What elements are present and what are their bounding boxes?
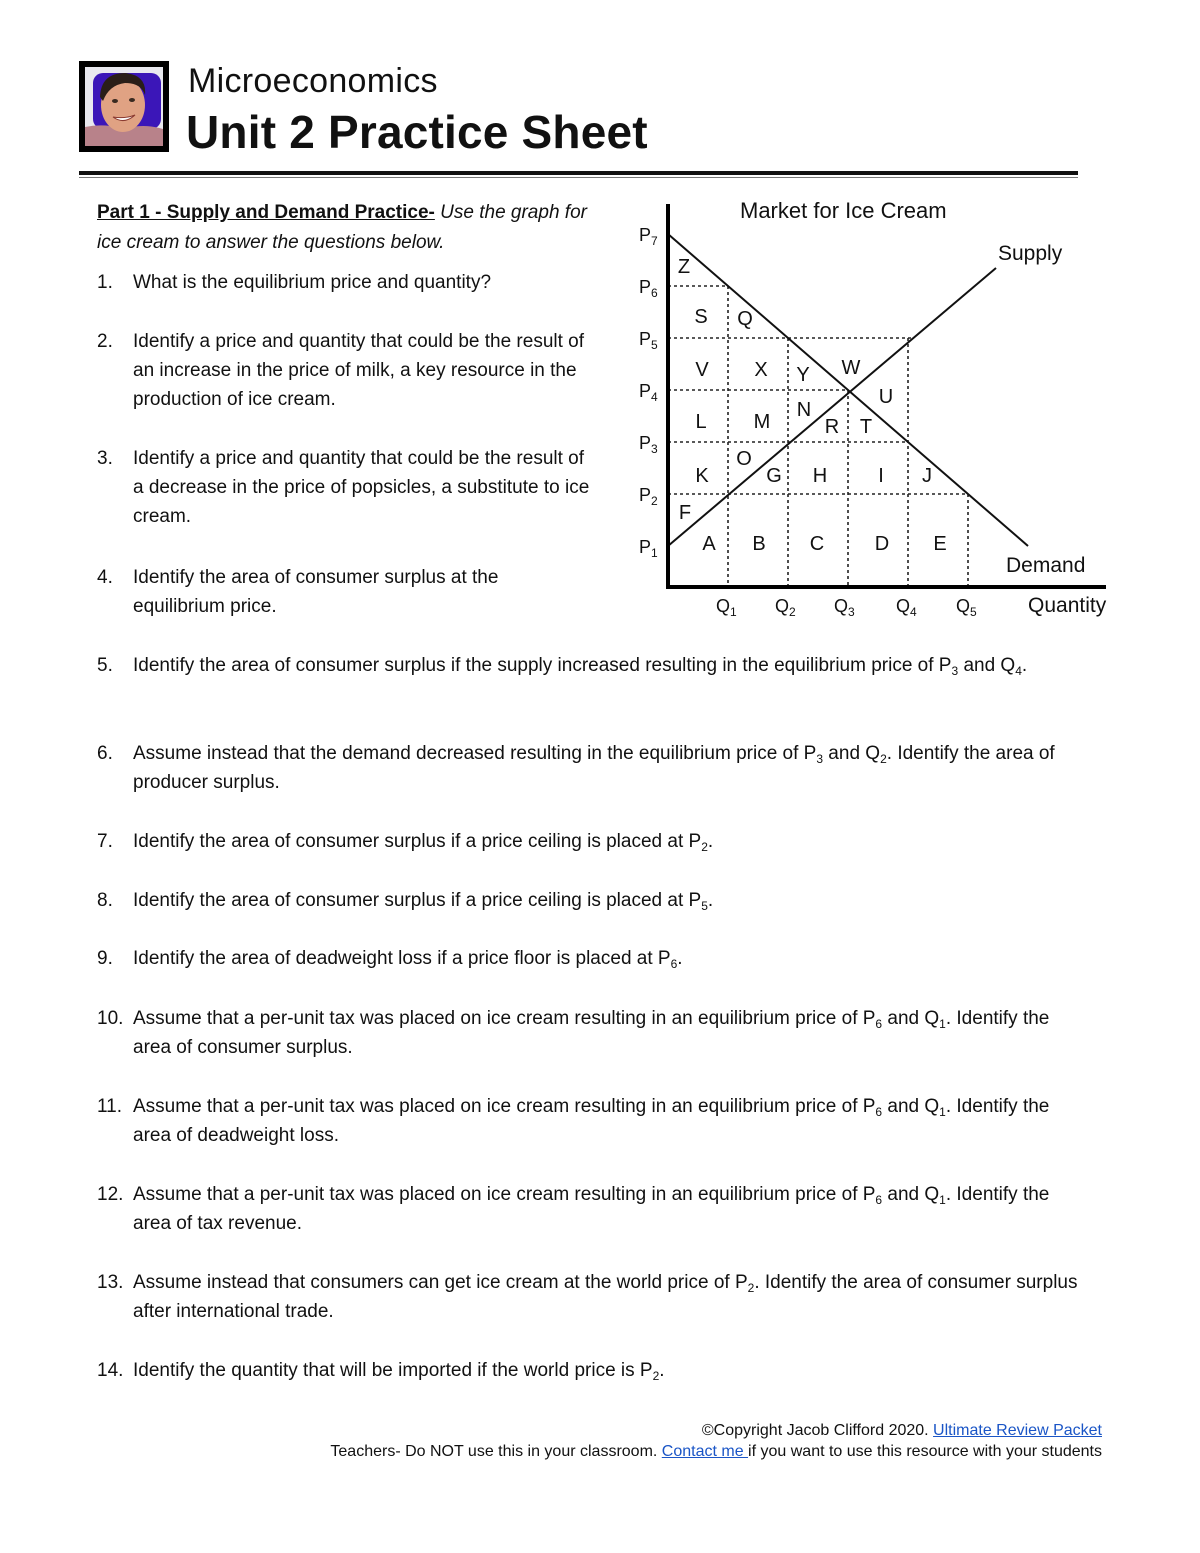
teacher-notice [330,1442,1102,1462]
x-axis-label: Quantity [1028,594,1107,617]
question-text: Assume that a per-unit tax was placed on ice cream resulting in an equilibrium price of $P_6$ and $Q_1$. Identify the area of tax revenue. [133,1184,1050,1234]
copyright-line [702,1421,1102,1441]
area-label-k: K [695,465,709,487]
author-portrait [79,61,169,152]
area-label-r: R [824,416,840,438]
question-number: 2. [97,331,113,352]
ultimate-review-packet-link[interactable]: Ultimate Review Packet [933,1422,1102,1439]
question-12 [97,1180,1087,1238]
question-text: Identify the area of consumer surplus at the equilibrium price. [133,567,499,617]
question-3 [97,444,597,531]
question-4 [97,563,577,621]
section-intro [97,198,597,258]
area-label-m: M [753,411,771,433]
area-label-g: G [766,465,782,487]
area-label-a: A [702,533,716,555]
y-tick-label: $P_1$ [639,537,658,560]
area-label-j: J [922,465,932,487]
area-label-s: S [694,306,708,328]
header-divider-thin [79,177,1078,178]
question-number: 10. [97,1008,124,1029]
question-1 [97,268,597,297]
area-label-x: X [754,359,768,381]
question-text: Identify the area of consumer surplus if a price ceiling is placed at $P_2$. [133,831,714,854]
area-label-z: Z [677,256,691,278]
area-label-l: L [695,411,707,433]
question-9 [97,944,1087,973]
question-number: 3. [97,448,113,469]
y-tick-label: $P_5$ [639,329,658,352]
area-label-d: D [874,533,890,555]
question-6 [97,739,1087,797]
question-number: 6. [97,743,113,764]
question-text: Identify the quantity that will be imported if the world price is $P_2$. [133,1360,665,1383]
area-label-o: O [736,448,752,470]
question-13 [97,1268,1087,1326]
question-number: 5. [97,655,113,676]
question-text: Assume that a per-unit tax was placed on ice cream resulting in an equilibrium price of $P_6$ and $Q_1$. Identify the area of deadweight loss. [133,1096,1050,1146]
question-text: Assume instead that consumers can get ice cream at the world price of $P_2$. Identify the area of consumer surplus after international trade. [133,1272,1078,1322]
y-tick-label: $P_4$ [639,381,658,404]
question-number: 14. [97,1360,124,1381]
supply-curve [668,268,996,546]
question-number: 11. [97,1096,123,1117]
area-label-q: Q [737,308,753,330]
chart-canvas [620,190,1140,630]
area-label-e: E [933,533,947,555]
question-5 [97,651,1087,680]
y-tick-label: $P_6$ [639,277,658,300]
question-14 [97,1356,1087,1385]
question-number: 12. [97,1184,124,1205]
x-tick-label: $Q_1$ [716,596,737,619]
teacher-notice-suffix: if you want to use this resource with your students [748,1443,1102,1460]
question-text: Identify the area of consumer surplus if a price ceiling is placed at $P_5$. [133,890,714,913]
section-heading: Part 1 - Supply and Demand Practice- [97,202,435,223]
chart-title: Market for Ice Cream [740,198,947,223]
question-10 [97,1004,1087,1062]
contact-me-link[interactable]: Contact me [661,1443,749,1460]
area-label-t: T [859,416,873,438]
area-label-v: V [695,359,709,381]
question-text: Assume that a per-unit tax was placed on ice cream resulting in an equilibrium price of $P_6$ and $Q_1$. Identify the area of consumer surplus. [133,1008,1050,1058]
question-number: 8. [97,890,113,911]
question-text: Identify the area of deadweight loss if a price floor is placed at $P_6$. [133,948,683,971]
question-number: 13. [97,1272,124,1293]
demand-label: Demand [1006,554,1086,577]
area-label-w: W [841,357,861,379]
header-divider [79,171,1078,175]
section-instruction: Use the graph for ice cream to answer the questions below. [97,202,587,253]
area-label-c: C [809,533,825,555]
question-text: Assume instead that the demand decreased resulting in the equilibrium price of $P_3$ and $Q_2$. Identify the area of producer surplus. [133,743,1055,793]
area-label-u: U [878,386,894,408]
area-label-f: F [678,502,692,524]
x-tick-label: $Q_4$ [896,596,917,619]
question-text: Identify a price and quantity that could be the result of an increase in the price of milk, a key resource in the production of ice cream. [133,331,585,410]
x-tick-label: $Q_2$ [775,596,796,619]
page-title: Unit 2 Practice Sheet [186,106,648,158]
area-label-h: H [812,465,828,487]
supply-demand-chart [620,190,1140,630]
x-tick-label: $Q_3$ [834,596,855,619]
question-text: What is the equilibrium price and quantity? [133,272,492,293]
question-text: Identify the area of consumer surplus if the supply increased resulting in the equilibrium price of $P_3$ and $Q_4$. [133,655,1028,678]
area-label-b: B [752,533,766,555]
area-label-y: Y [796,364,810,386]
question-8 [97,886,1087,915]
copyright-text: ©Copyright Jacob Clifford 2020. [701,1422,934,1439]
area-label-i: I [878,465,884,487]
y-tick-label: $P_2$ [639,485,658,508]
y-tick-label: $P_3$ [639,433,658,456]
question-number: 1. [97,272,113,293]
portrait-image-icon [85,67,163,146]
question-number: 7. [97,831,113,852]
teacher-notice-prefix: Teachers- Do NOT use this in your classroom. [330,1443,662,1460]
x-tick-label: $Q_5$ [956,596,977,619]
question-number: 9. [97,948,113,969]
course-subtitle: Microeconomics [188,62,438,100]
y-tick-label: $P_7$ [639,225,658,248]
question-2 [97,327,597,414]
supply-label: Supply [998,242,1063,265]
area-label-n: N [796,399,812,421]
question-text: Identify a price and quantity that could be the result of a decrease in the price of popsicles, a substitute to ice cream. [133,448,590,527]
question-11 [97,1092,1087,1150]
question-number: 4. [97,567,113,588]
question-7 [97,827,1087,856]
